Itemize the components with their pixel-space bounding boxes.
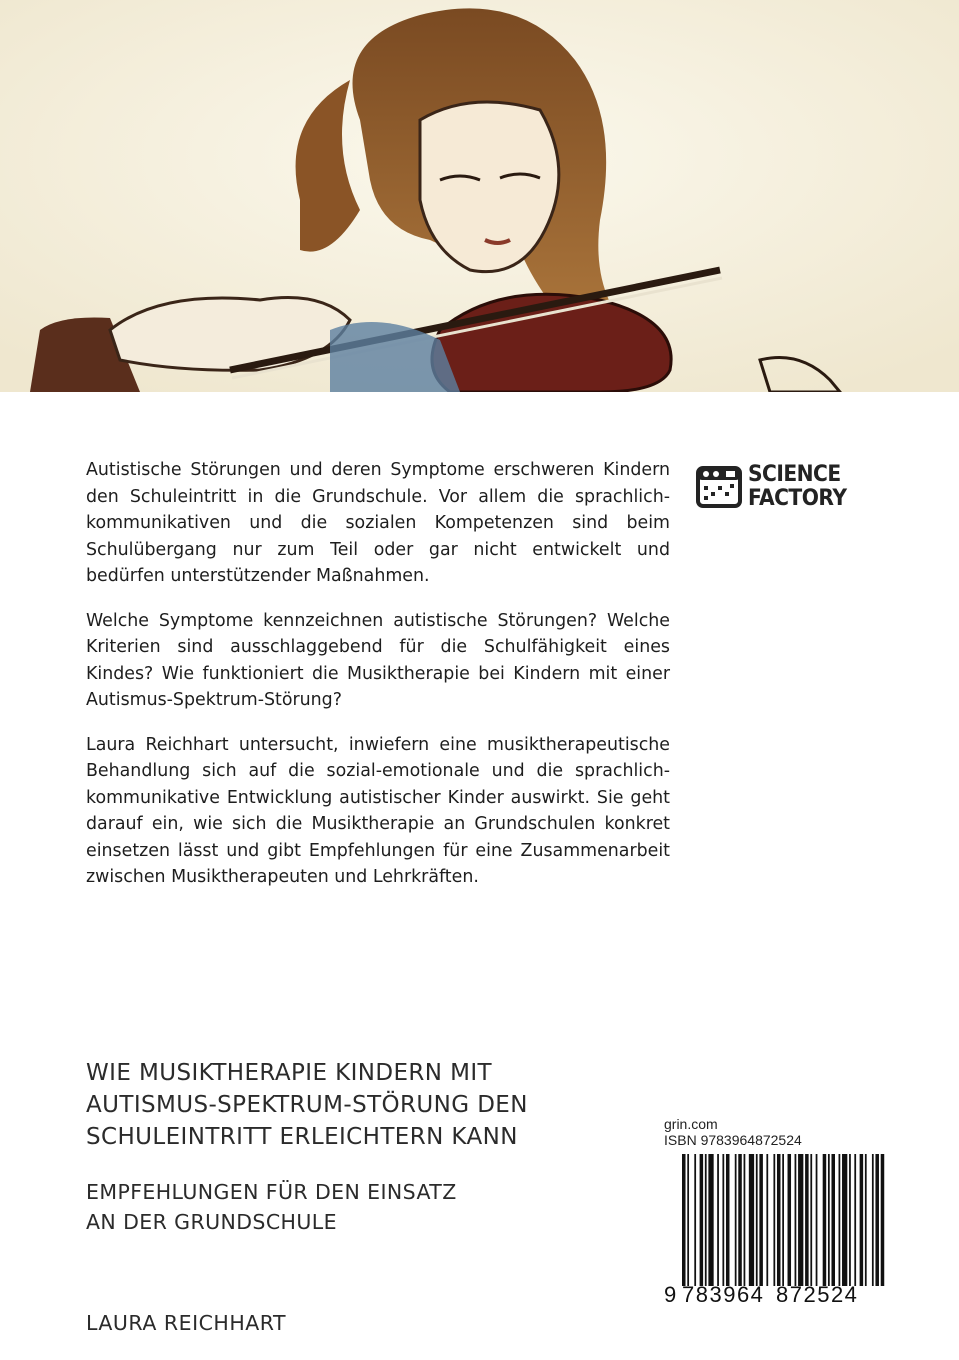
barcode-bar — [773, 1154, 775, 1286]
barcode-bar — [839, 1154, 841, 1286]
book-subtitle-line-1: EMPFEHLUNGEN FÜR DEN EINSATZ — [86, 1180, 457, 1204]
isbn-barcode-block — [664, 1116, 894, 1308]
barcode-bar — [865, 1154, 867, 1286]
barcode-bar — [795, 1154, 797, 1286]
barcode-bar — [744, 1154, 746, 1286]
barcode-bar — [875, 1154, 879, 1286]
logo-line-science: SCIENCE — [748, 461, 841, 487]
barcode-bar — [854, 1154, 856, 1286]
barcode-digits — [664, 1282, 894, 1308]
barcode-digit-lead: 9 — [664, 1282, 678, 1307]
blurb-paragraph-1: Autistische Störungen und deren Symptome erschweren Kindern den Schuleintritt in die Grundschule. Vor allem die sprachlich-kommunikativen und die sozialen Kompetenzen sind beim Schulübergang nur zum Teil oder gar nicht entwickelt und bedürfen unterstützender Maßnahmen. — [86, 460, 670, 586]
barcode-bar — [823, 1154, 827, 1286]
book-subtitle — [86, 1177, 586, 1237]
book-title-line-2: AUTISMUS-SPEKTRUM-STÖRUNG DEN — [86, 1092, 528, 1118]
blurb-paragraph-2: Welche Symptome kennzeichnen autistische Störungen? Welche Kriterien sind ausschlaggebend für die Schulfähigkeit eines Kindes? Wie funktioniert die Musiktherapie bei Kindern mit einer Autismus-Spektrum-Störung? — [86, 610, 670, 710]
logo-line-factory: FACTORY — [748, 485, 847, 511]
barcode-bar — [682, 1154, 686, 1286]
barcode-bar — [717, 1154, 719, 1286]
barcode-bar — [788, 1154, 792, 1286]
child-violin-illustration — [0, 0, 959, 392]
barcode-bar — [849, 1154, 851, 1286]
blurb-paragraph-3: Laura Reichhart untersucht, inwiefern eine musiktherapeutische Behandlung sich auf die sozial-emotionale und die sprachlich-kommunikative Entwicklung autistischer Kinder auswirkt. Sie geht darauf ein, wie sich die Musiktherapie an Grundschulen konkret einsetzen lässt und gibt Empfehlungen für eine Zusammenarbeit zwischen Musiktherapeuten und Lehrkräften. — [86, 734, 670, 887]
barcode-bar — [738, 1154, 742, 1286]
barcode-bar — [872, 1154, 874, 1286]
cover-illustration — [0, 0, 959, 392]
isbn-label: ISBN 9783964872524 — [664, 1132, 802, 1148]
barcode-bar — [708, 1154, 713, 1286]
barcode-bar — [777, 1154, 781, 1286]
publisher-website: grin.com — [664, 1116, 718, 1132]
isbn-barcode — [682, 1154, 886, 1286]
barcode-bar — [700, 1154, 704, 1286]
author-name: LAURA REICHHART — [86, 1311, 287, 1335]
back-cover-blurb — [86, 457, 670, 909]
barcode-bar — [705, 1154, 707, 1286]
science-factory-logo-icon — [696, 462, 742, 510]
barcode-bar — [816, 1154, 818, 1286]
barcode-bar — [759, 1154, 763, 1286]
book-title — [86, 1057, 646, 1153]
barcode-bar — [749, 1154, 754, 1286]
barcode-bar — [694, 1154, 696, 1286]
barcode-bar — [726, 1154, 730, 1286]
barcode-bar — [756, 1154, 758, 1286]
barcode-digits-left: 783964 — [682, 1282, 765, 1307]
barcode-bar — [831, 1154, 835, 1286]
barcode-digits-right: 872524 — [776, 1282, 859, 1307]
science-factory-logo — [696, 462, 857, 510]
barcode-bar — [828, 1154, 830, 1286]
barcode-bar — [735, 1154, 737, 1286]
book-title-line-3: SCHULEINTRITT ERLEICHTERN KANN — [86, 1124, 518, 1150]
barcode-bar — [881, 1154, 885, 1286]
barcode-bar — [860, 1154, 864, 1286]
barcode-bar — [842, 1154, 847, 1286]
barcode-bar — [687, 1154, 689, 1286]
barcode-bar — [766, 1154, 768, 1286]
book-title-line-1: WIE MUSIKTHERAPIE KINDERN MIT — [86, 1060, 492, 1086]
book-subtitle-line-2: AN DER GRUNDSCHULE — [86, 1210, 337, 1234]
barcode-bar — [798, 1154, 803, 1286]
barcode-bar — [782, 1154, 784, 1286]
barcode-bar — [722, 1154, 724, 1286]
barcode-bar — [805, 1154, 809, 1286]
barcode-bar — [810, 1154, 812, 1286]
